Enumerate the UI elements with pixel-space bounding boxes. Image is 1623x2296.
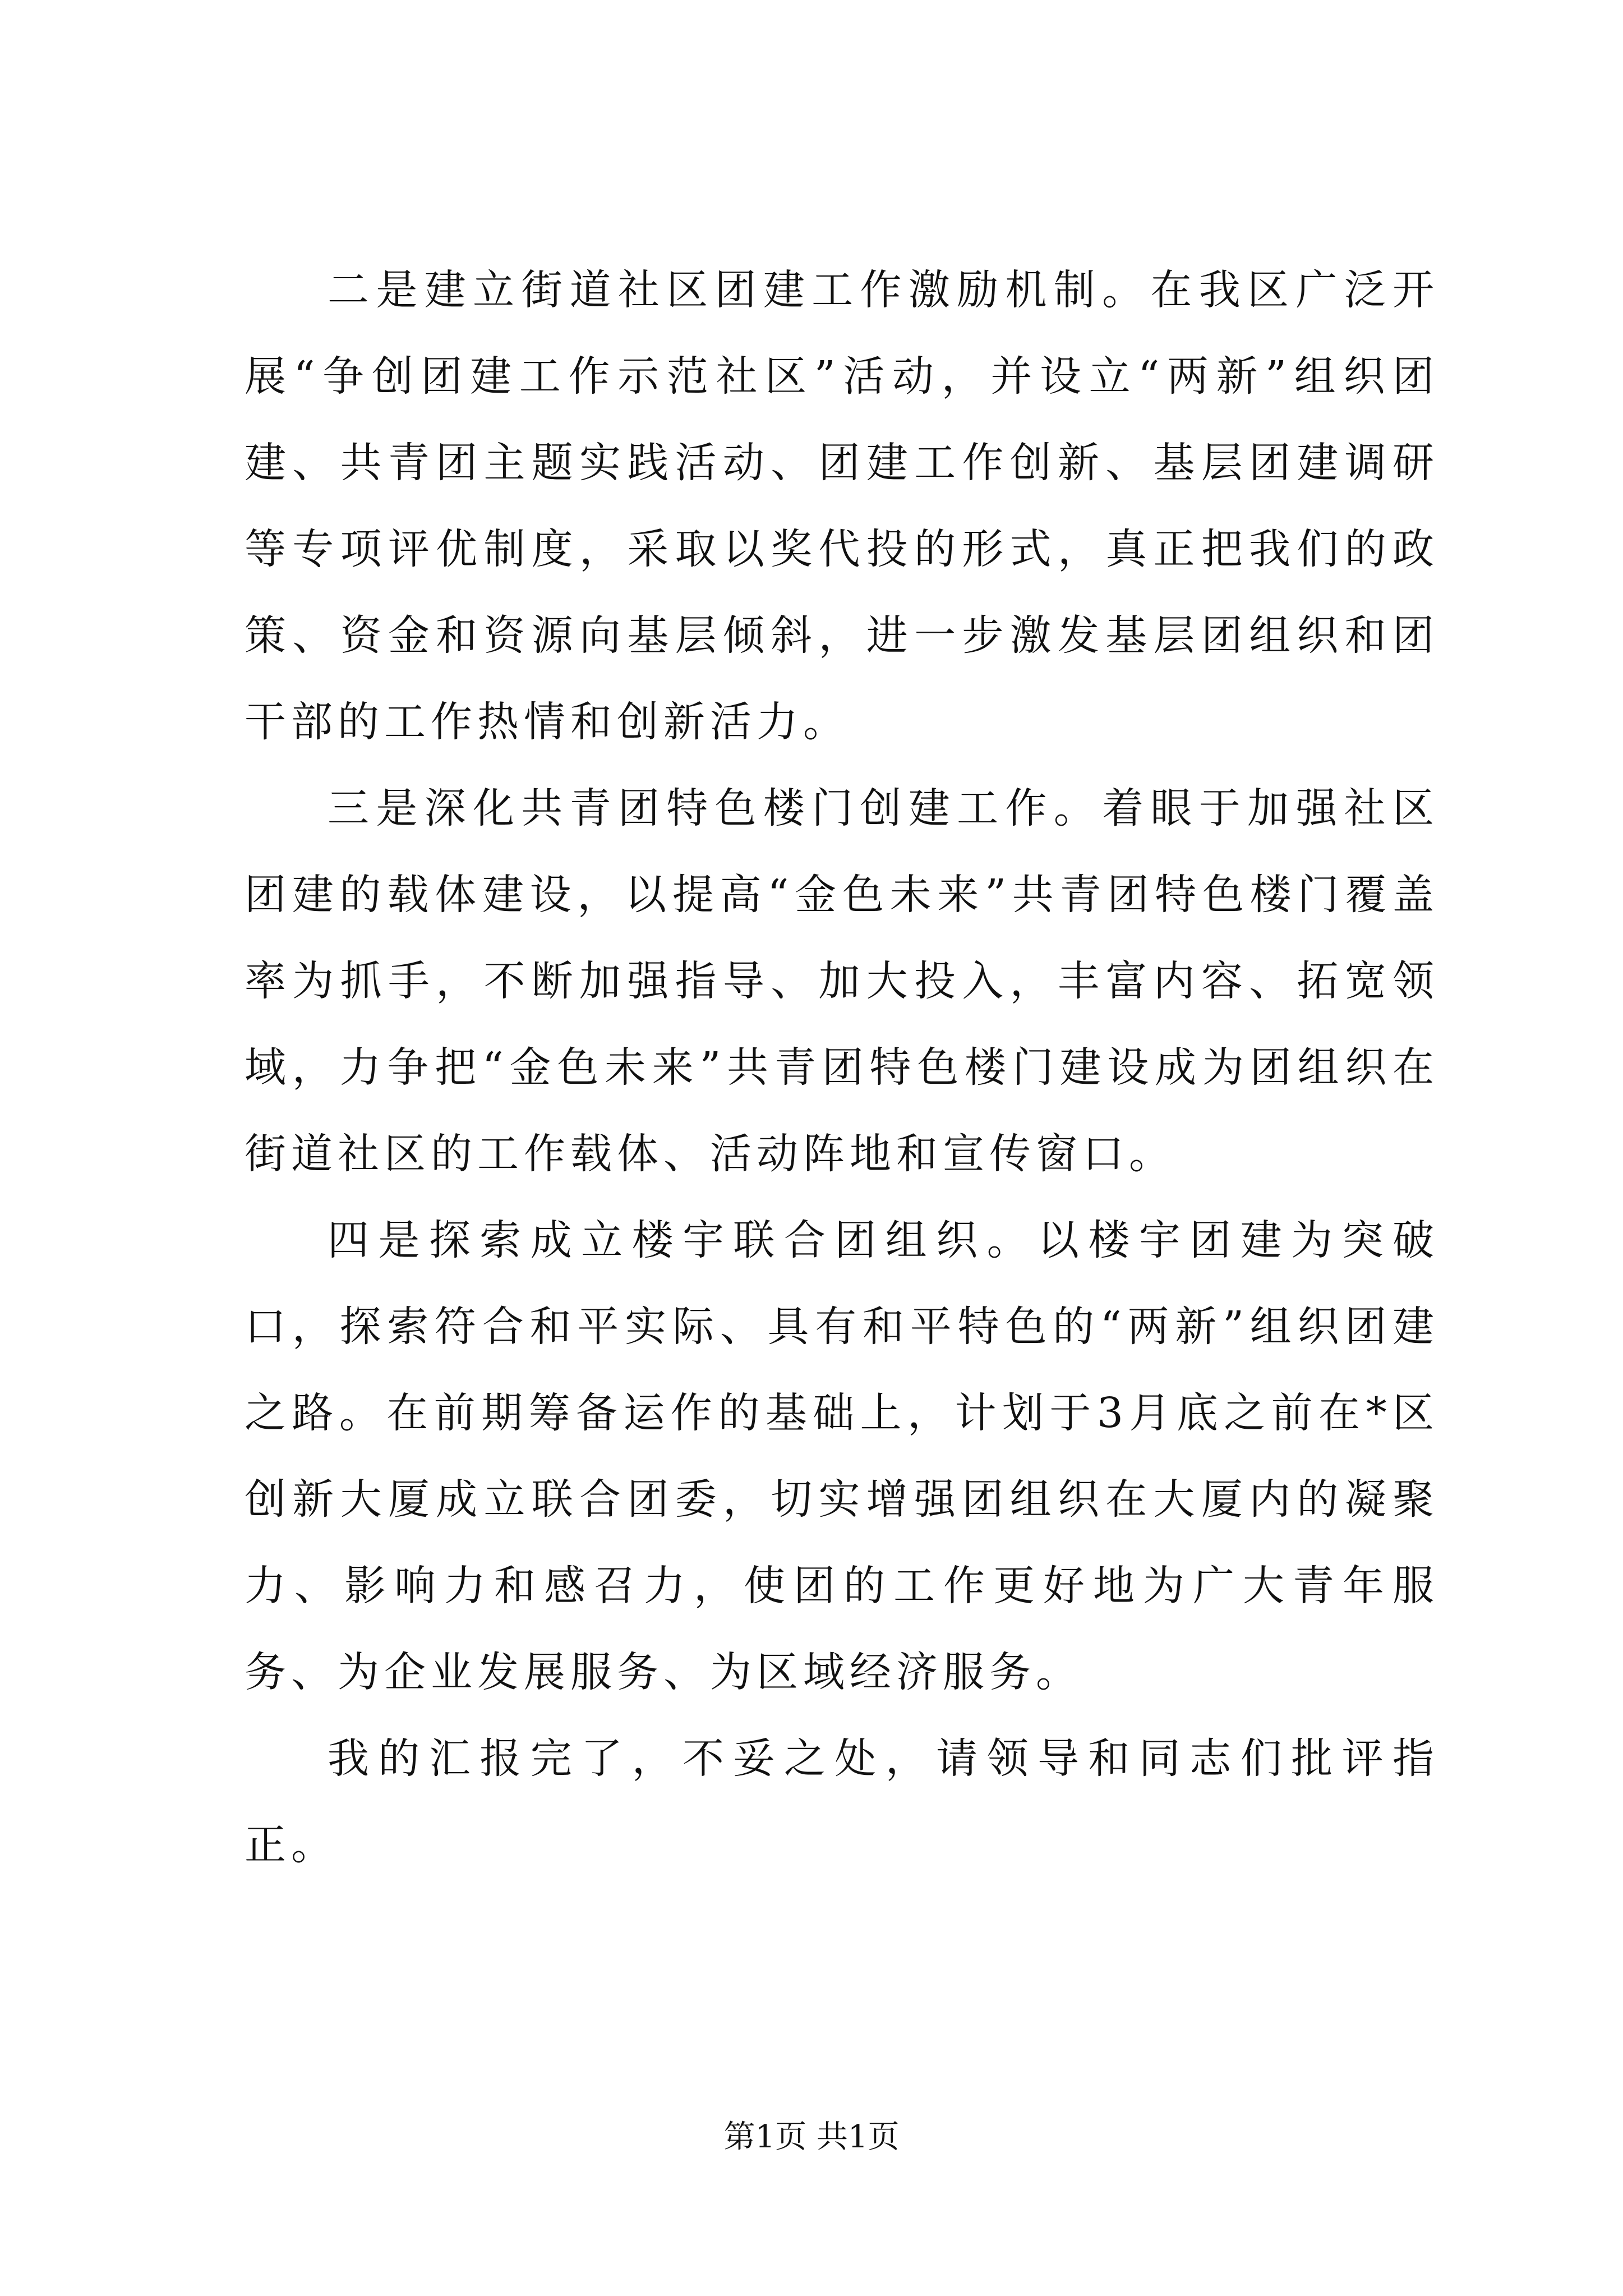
paragraph-special-building-units: 三是深化共青团特色楼门创建工作。着眼于加强社区团建的载体建设，以提高“金色未来”共青团特色楼门覆盖率为抓手，不断加强指导、加大投入，丰富内容、拓宽领域，力争把“金色未来”共青团特色楼门建设成为团组织在街道社区的工作载体、活动阵地和宣传窗口。 [245,784,1439,1178]
document-body [245,247,1439,1888]
paragraph-building-joint-league: 四是探索成立楼宇联合团组织。以楼宇团建为突破口，探索符合和平实际、具有和平特色的“两新”组织团建之路。在前期筹备运作的基础上，计划于3月底之前在*区创新大厦成立联合团委，切实增强团组织在大厦内的凝聚力、影响力和感召力，使团的工作更好地为广大青年服务、为企业发展服务、为区域经济服务。 [245,1216,1439,1696]
page-number-footer: 第1页 共1页 [723,2119,900,2155]
paragraph-closing-remarks: 我的汇报完了，不妥之处，请领导和同志们批评指正。 [245,1734,1439,1869]
paragraph-incentive-mechanism: 二是建立街道社区团建工作激励机制。在我区广泛开展“争创团建工作示范社区”活动，并设立“两新”组织团建、共青团主题实践活动、团建工作创新、基层团建调研等专项评优制度，采取以奖代投的形式，真正把我们的政策、资金和资源向基层倾斜，进一步激发基层团组织和团干部的工作热情和创新活力。 [245,266,1439,746]
